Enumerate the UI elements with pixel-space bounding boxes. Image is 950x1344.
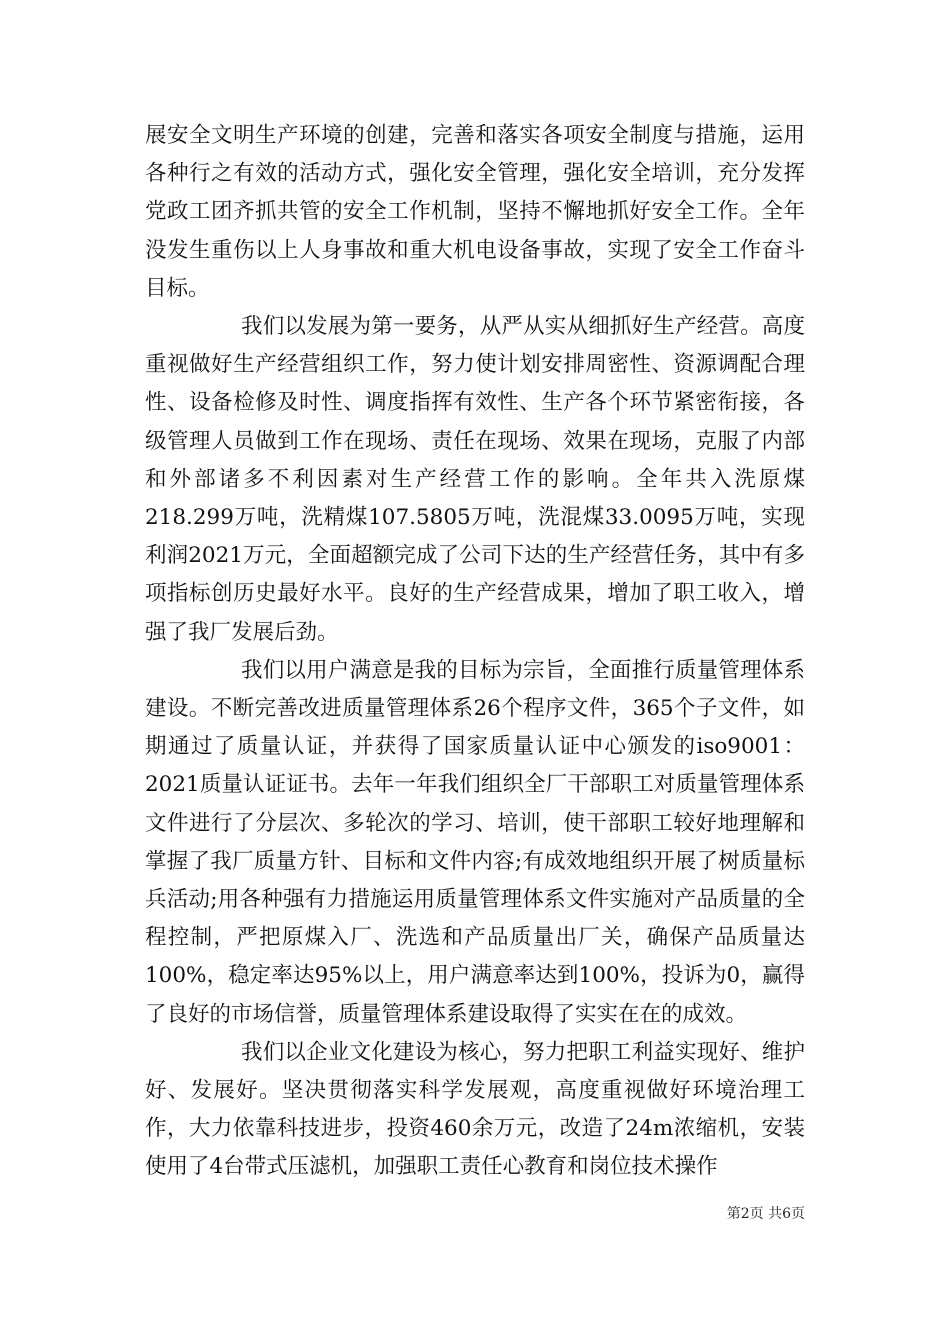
- paragraph-safety: 展安全文明生产环境的创建，完善和落实各项安全制度与措施，运用各种行之有效的活动方式，强化安全管理，强化安全培训，充分发挥党政工团齐抓共管的安全工作机制，坚持不懈地抓好安全工作。全年没发生重伤以上人身事故和重大机电设备事故，实现了安全工作奋斗目标。: [145, 123, 805, 301]
- document-body: [145, 117, 805, 1187]
- paragraph-quality: 我们以用户满意是我的目标为宗旨，全面推行质量管理体系建设。不断完善改进质量管理体系26个程序文件，365个子文件，如期通过了质量认证，并获得了国家质量认证中心颁发的iso9001：2021质量认证证书。去年一年我们组织全厂干部职工对质量管理体系文件进行了分层次、多轮次的学习、培训，使干部职工较好地理解和掌握了我厂质量方针、目标和文件内容;有成效地组织开展了树质量标兵活动;用各种强有力措施运用质量管理体系文件实施对产品质量的全程控制，严把原煤入厂、洗选和产品质量出厂关，确保产品质量达100%，稳定率达95%以上，用户满意率达到100%，投诉为0，赢得了良好的市场信誉，质量管理体系建设取得了实实在在的成效。: [145, 657, 805, 1027]
- paragraph-culture: 我们以企业文化建设为核心，努力把职工利益实现好、维护好、发展好。坚决贯彻落实科学发展观，高度重视做好环境治理工作，大力依靠科技进步，投资460余万元，改造了24m浓缩机，安装使用了4台带式压滤机，加强职工责任心教育和岗位技术操作: [145, 1039, 805, 1180]
- page-number-footer: 第2页 共6页: [726, 1206, 805, 1222]
- paragraph-production: 我们以发展为第一要务，从严从实从细抓好生产经营。高度重视做好生产经营组织工作，努力使计划安排周密性、资源调配合理性、设备检修及时性、调度指挥有效性、生产各个环节紧密衔接，各级管理人员做到工作在现场、责任在现场、效果在现场，克服了内部和外部诸多不利因素对生产经营工作的影响。全年共入洗原煤218.299万吨，洗精煤107.5805万吨，洗混煤33.0095万吨，实现利润2021万元，全面超额完成了公司下达的生产经营任务，其中有多项指标创历史最好水平。良好的生产经营成果，增加了职工收入，增强了我厂发展后劲。: [145, 314, 805, 645]
